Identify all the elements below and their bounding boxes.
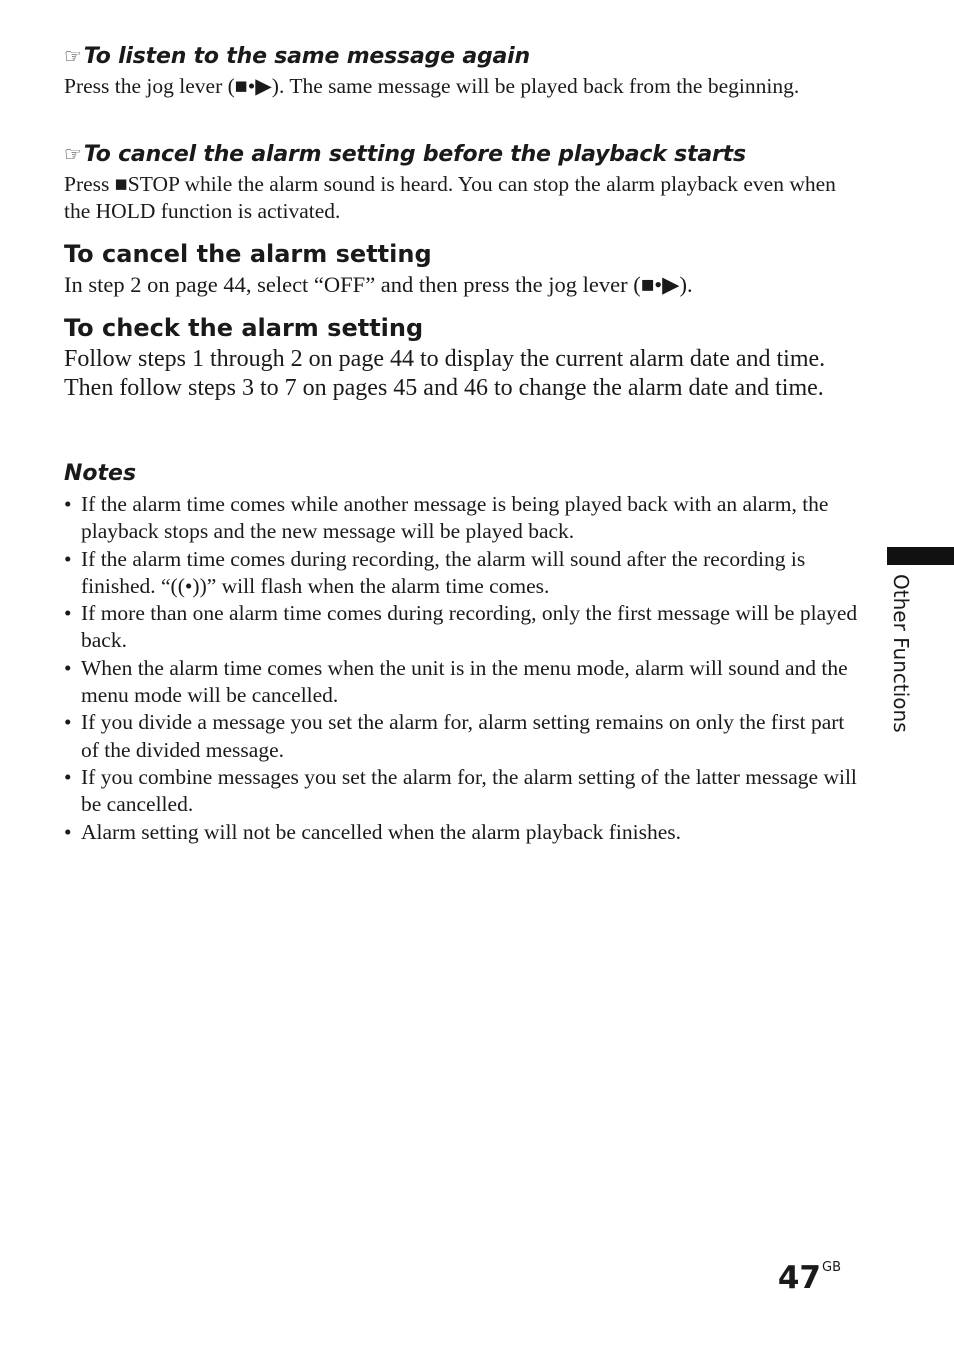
section-body-check-alarm: Follow steps 1 through 2 on page 44 to display the current alarm date and time. Then follow steps 3 to 7 on pages 45 and 46 to change the alarm date and time. [64,346,826,401]
notes-list [64,491,864,846]
section-body-cancel-alarm: In step 2 on page 44, select “OFF” and then press the jog lever (■•▶). [64,272,693,297]
tip-heading-text: To cancel the alarm setting before the playback starts [83,142,746,167]
note-item: • If you combine messages you set the alarm for, the alarm setting of the latter message will be cancelled. [64,764,864,819]
section-tab-label: Other Functions [889,574,913,733]
tip-heading-cancel-before-playback [64,142,746,167]
pointing-hand-icon: ☞ [64,142,82,166]
tip-body-cancel-before-playback: Press ■STOP while the alarm sound is heard. You can stop the alarm playback even when the HOLD function is activated. [64,172,836,223]
tip-heading-listen-again [64,44,530,69]
section-heading-check-alarm: To check the alarm setting [64,314,424,342]
note-item: • When the alarm time comes when the unit is in the menu mode, alarm will sound and the menu mode will be cancelled. [64,655,864,710]
note-item: • Alarm setting will not be cancelled when the alarm playback finishes. [64,819,864,846]
tip-body-listen-again: Press the jog lever (■•▶). The same message will be played back from the beginning. [64,74,800,98]
tip-heading-text: To listen to the same message again [83,44,530,69]
note-item: • If more than one alarm time comes during recording, only the first message will be played back. [64,600,864,655]
pointing-hand-icon: ☞ [64,44,82,68]
note-item: • If you divide a message you set the alarm for, alarm setting remains on only the first part of the divided message. [64,709,864,764]
notes-heading: Notes [64,461,137,486]
note-item: • If the alarm time comes while another message is being played back with an alarm, the playback stops and the new message will be played back. [64,491,864,546]
page-number-suffix: GB [822,1260,841,1275]
note-item: • If the alarm time comes during recording, the alarm will sound after the recording is finished. “((•))” will flash when the alarm time comes. [64,546,864,601]
page-number-value: 47 [777,1260,821,1296]
section-heading-cancel-alarm: To cancel the alarm setting [64,240,432,268]
page-number [778,1260,841,1296]
section-tab-marker [887,547,954,565]
